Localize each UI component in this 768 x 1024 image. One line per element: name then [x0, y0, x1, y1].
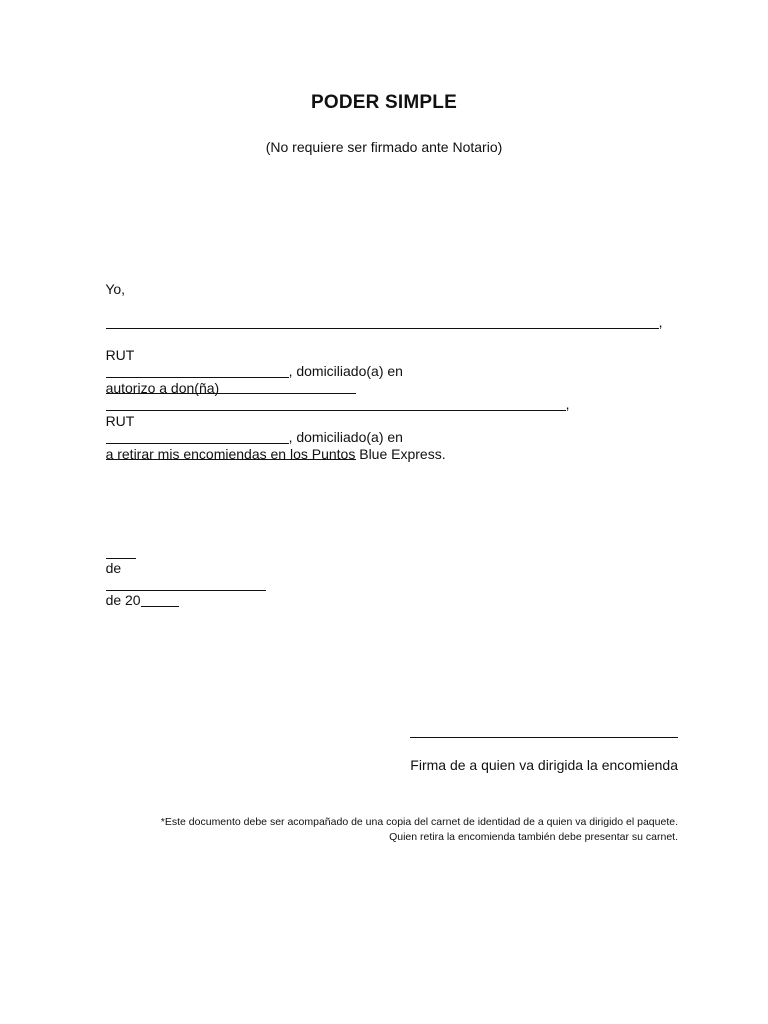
name-field[interactable]: [106, 314, 659, 329]
name-line-comma: ,: [658, 314, 663, 330]
date-line: [90, 528, 266, 624]
rut-label-2: RUT: [105, 413, 135, 429]
rut-label-1: RUT: [105, 347, 135, 363]
purpose-line: [90, 430, 446, 478]
document-subtitle: (No requiere ser firmado ante Notario): [265, 139, 503, 155]
year-field[interactable]: [141, 592, 179, 607]
footnote-line-2: Quien retira la encomienda también debe presentar su carnet.: [389, 831, 678, 843]
greeting-text: Yo,: [105, 281, 126, 297]
footnote: [78, 815, 678, 845]
signature-field[interactable]: [410, 737, 678, 738]
domicile-label-1: , domiciliado(a) en: [288, 363, 403, 379]
footnote-line-1: *Este documento debe ser acompañado de una copia del carnet de identidad de a quien va dirigido el paquete.: [160, 816, 678, 828]
day-field[interactable]: [106, 544, 136, 559]
document-title: PODER SIMPLE: [311, 92, 457, 113]
date-de-1: de: [105, 560, 122, 576]
domicile-label-2: , domiciliado(a) en: [288, 429, 403, 445]
month-field[interactable]: [106, 576, 266, 591]
purpose-text: a retirar mis encomiendas en los Puntos Blue Express.: [105, 446, 446, 462]
authorize-comma: ,: [565, 396, 570, 412]
date-de-2: de 20: [105, 592, 141, 608]
authorize-label: autorizo a don(ña): [105, 380, 220, 396]
signature-label: Firma de a quien va dirigida la encomienda: [410, 757, 678, 773]
